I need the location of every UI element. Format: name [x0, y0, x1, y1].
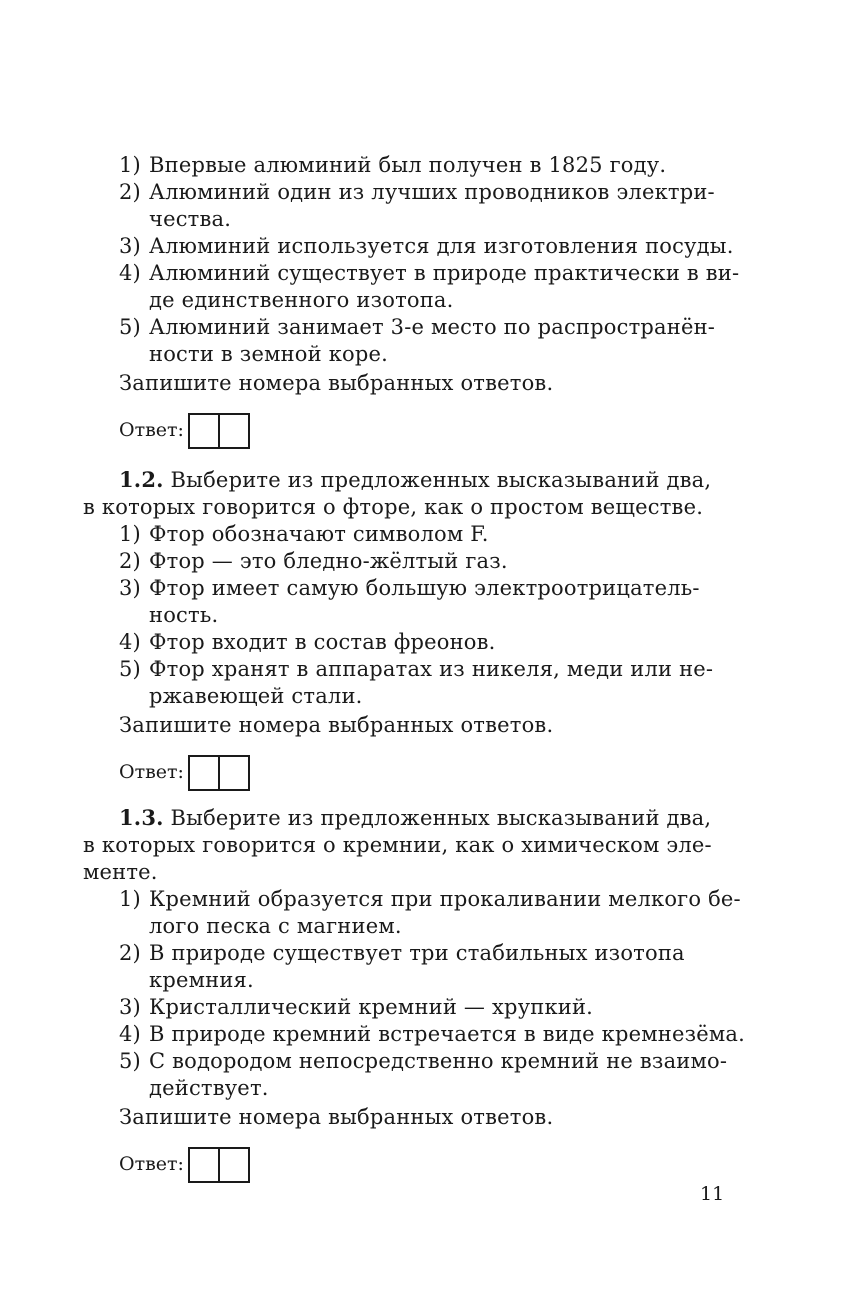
list-item-continuation: ность. [149, 603, 219, 627]
list-item: 2) Фтор — это бледно-жёлтый газ. [119, 549, 508, 573]
list-item-continuation: ности в земной коре. [149, 342, 389, 366]
list-item-continuation: чества. [149, 207, 232, 231]
list-item-continuation: действует. [149, 1076, 269, 1100]
list-item: 3) Фтор имеет самую большую электроотрицатель- [119, 576, 700, 600]
answer-label: Ответ: [119, 761, 184, 783]
list-item: 4) В природе кремний встречается в виде кремнезёма. [119, 1022, 745, 1046]
list-item: 2) В природе существует три стабильных изотопа [119, 941, 685, 965]
answer-box-1[interactable] [188, 755, 220, 791]
answer-box-2[interactable] [220, 1147, 250, 1183]
list-item: 1) Впервые алюминий был получен в 1825 году. [119, 153, 667, 177]
instruction: Запишите номера выбранных ответов. [119, 1105, 554, 1129]
answer-label: Ответ: [119, 1153, 184, 1175]
question-1-3 [83, 804, 745, 1181]
answer-boxes [188, 1147, 250, 1183]
list-item: 1) Кремний образуется при прокаливании мелкого бе- [119, 887, 741, 911]
list-item-continuation: кремния. [149, 968, 254, 992]
page-number: 11 [700, 1183, 725, 1205]
list-item-continuation: лого песка с магнием. [149, 914, 402, 938]
question-intro: 1.3. Выберите из предложенных высказываний два, [119, 805, 712, 830]
answer-field [83, 413, 723, 447]
list-item: 3) Алюминий используется для изготовления посуды. [119, 234, 734, 258]
instruction: Запишите номера выбранных ответов. [119, 713, 554, 737]
list-item: 4) Алюминий существует в природе практически в ви- [119, 261, 740, 285]
question-intro-line: в которых говорится о кремнии, как о химическом эле- [83, 833, 712, 857]
instruction: Запишите номера выбранных ответов. [119, 371, 554, 395]
question-number: 1.3. [119, 805, 164, 830]
list-item: 2) Алюминий один из лучших проводников электри- [119, 180, 715, 204]
question-1-2 [83, 466, 723, 789]
question-number: 1.2. [119, 467, 164, 492]
question-intro-line: в которых говорится о фторе, как о простом веществе. [83, 495, 704, 519]
answer-box-2[interactable] [220, 755, 250, 791]
list-item-continuation: ржавеющей стали. [149, 684, 363, 708]
list-item: 1) Фтор обозначают символом F. [119, 522, 489, 546]
list-item-continuation: де единственного изотопа. [149, 288, 454, 312]
answer-field [83, 755, 723, 789]
list-item: 3) Кристаллический кремний — хрупкий. [119, 995, 594, 1019]
answer-field [83, 1147, 723, 1181]
answer-box-2[interactable] [220, 413, 250, 449]
list-item: 5) Алюминий занимает 3-е место по распространён- [119, 315, 716, 339]
answer-box-1[interactable] [188, 1147, 220, 1183]
list-item: 5) Фтор хранят в аппаратах из никеля, меди или не- [119, 657, 714, 681]
answer-box-1[interactable] [188, 413, 220, 449]
question-1-1-options [83, 152, 740, 447]
answer-boxes [188, 755, 250, 791]
question-intro-line: менте. [83, 860, 158, 884]
question-intro: 1.2. Выберите из предложенных высказываний два, [119, 467, 712, 492]
list-item: 5) С водородом непосредственно кремний не взаимо- [119, 1049, 728, 1073]
answer-label: Ответ: [119, 419, 184, 441]
list-item: 4) Фтор входит в состав фреонов. [119, 630, 496, 654]
answer-boxes [188, 413, 250, 449]
